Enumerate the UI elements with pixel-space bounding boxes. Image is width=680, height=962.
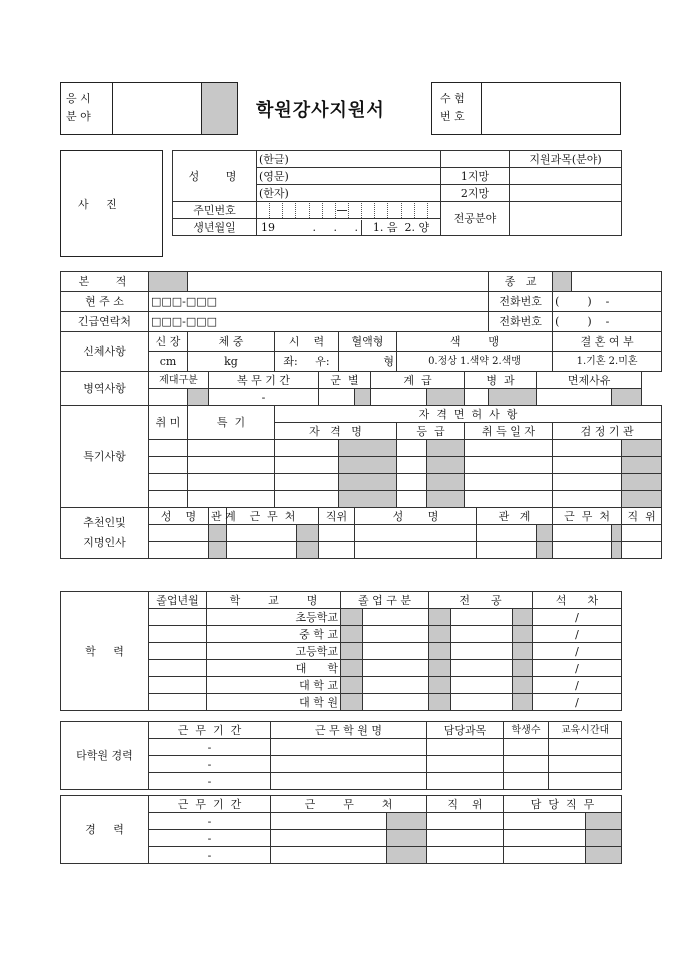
color-label: 색 맹 bbox=[397, 332, 553, 352]
career-workplace-input[interactable] bbox=[271, 813, 387, 830]
school-name: 초등학교 bbox=[207, 609, 341, 626]
special-label: 특기사항 bbox=[61, 406, 149, 508]
pref1-label: 1지망 bbox=[441, 168, 510, 185]
ref-relation2-gray bbox=[537, 525, 553, 542]
domicile-label: 본 적 bbox=[61, 272, 149, 292]
career-workplace-input[interactable] bbox=[271, 847, 387, 864]
skill-input[interactable] bbox=[188, 440, 275, 457]
career-duty-label: 담 당 직 무 bbox=[504, 796, 622, 813]
ref-position-label: 직위 bbox=[319, 508, 355, 525]
academy-students-input[interactable] bbox=[504, 773, 549, 790]
ref-workplace2-input[interactable] bbox=[553, 525, 612, 542]
mil-unit-gray bbox=[489, 389, 537, 406]
license-name-input[interactable] bbox=[275, 440, 339, 457]
academy-hours-input[interactable] bbox=[549, 739, 622, 756]
hobby-input[interactable] bbox=[149, 440, 188, 457]
phone2-input[interactable]: ( ) - bbox=[553, 312, 662, 332]
career-workplace-input[interactable] bbox=[271, 830, 387, 847]
grad-type-gray bbox=[429, 609, 451, 626]
skill-input[interactable] bbox=[188, 491, 275, 508]
authority-input[interactable] bbox=[553, 474, 622, 491]
career-duty-gray bbox=[586, 813, 622, 830]
mil-exempt-input[interactable] bbox=[537, 389, 612, 406]
vision-label: 시 력 bbox=[275, 332, 339, 352]
authority-gray bbox=[622, 440, 662, 457]
mil-type-gray bbox=[188, 389, 209, 406]
skill-input[interactable] bbox=[188, 457, 275, 474]
pref2-label: 2지망 bbox=[441, 185, 510, 202]
dob-year-prefix: 19 bbox=[261, 220, 275, 234]
height-label: 신 장 bbox=[149, 332, 188, 352]
mil-unit-label: 병 과 bbox=[465, 372, 537, 389]
authority-input[interactable] bbox=[553, 491, 622, 508]
school-gray bbox=[341, 643, 363, 660]
career-position-input[interactable] bbox=[427, 813, 504, 830]
school-gray bbox=[341, 609, 363, 626]
hobby-label: 취 미 bbox=[149, 406, 188, 440]
academy-period-input[interactable]: - bbox=[149, 773, 271, 790]
photo-label: 사 진 bbox=[78, 198, 117, 211]
license-gray bbox=[339, 491, 397, 508]
ref-workplace2-gray bbox=[612, 525, 622, 542]
ref-workplace-input[interactable] bbox=[227, 525, 297, 542]
career-position-input[interactable] bbox=[427, 847, 504, 864]
major-gray bbox=[513, 677, 533, 694]
grade-gray bbox=[427, 474, 465, 491]
grad-type-gray bbox=[429, 626, 451, 643]
dob-label: 생년월일 bbox=[173, 219, 257, 236]
religion-input[interactable] bbox=[572, 272, 662, 292]
pref1-input[interactable] bbox=[510, 168, 622, 185]
ref-relation2-input[interactable] bbox=[477, 542, 537, 559]
school-gray bbox=[341, 694, 363, 711]
school-name: 고등학교 bbox=[207, 643, 341, 660]
ref-position2-label: 직 위 bbox=[622, 508, 662, 525]
ref-workplace2-input[interactable] bbox=[553, 542, 612, 559]
career-workplace-gray bbox=[387, 847, 427, 864]
dob-calendar[interactable]: 1. 음 2. 양 bbox=[372, 220, 430, 234]
acquired-input[interactable] bbox=[465, 474, 553, 491]
license-name-input[interactable] bbox=[275, 457, 339, 474]
career-workplace-gray bbox=[387, 830, 427, 847]
name-label: 성 명 bbox=[173, 151, 257, 202]
rank-input[interactable]: / bbox=[533, 609, 622, 626]
grad-type-gray bbox=[429, 694, 451, 711]
grad-date-input[interactable] bbox=[149, 660, 207, 677]
school-gray bbox=[341, 626, 363, 643]
license-header: 자 격 면 허 사 항 bbox=[275, 406, 662, 423]
rank-input[interactable]: / bbox=[533, 660, 622, 677]
main-table bbox=[60, 271, 662, 559]
weight-label: 체 중 bbox=[188, 332, 275, 352]
license-gray bbox=[339, 440, 397, 457]
career-period-input[interactable]: - bbox=[149, 813, 271, 830]
ref-position2-input[interactable] bbox=[622, 542, 662, 559]
referee-row bbox=[61, 525, 662, 542]
rank-input[interactable]: / bbox=[533, 643, 622, 660]
name-kr-field[interactable]: (한글) bbox=[257, 151, 441, 168]
authority-label: 검 정 기 관 bbox=[553, 423, 662, 440]
mil-period-input[interactable]: - bbox=[209, 389, 319, 406]
ref-name-label: 성 명 bbox=[149, 508, 209, 525]
marriage-label: 결 혼 여 부 bbox=[553, 332, 662, 352]
education-table bbox=[60, 591, 622, 711]
major-input[interactable] bbox=[451, 694, 513, 711]
grad-type-input[interactable] bbox=[363, 660, 429, 677]
special-row bbox=[61, 491, 662, 508]
grade-label: 등 급 bbox=[397, 423, 465, 440]
vision-input[interactable]: 좌: 우: bbox=[275, 352, 339, 372]
ref-name2-input[interactable] bbox=[355, 525, 477, 542]
school-name: 대 학 교 bbox=[207, 677, 341, 694]
major-label: 전 공 bbox=[429, 592, 533, 609]
major-gray bbox=[513, 609, 533, 626]
education-label: 학 력 bbox=[61, 592, 149, 711]
authority-gray bbox=[622, 474, 662, 491]
grad-type-label: 졸 업 구 분 bbox=[341, 592, 429, 609]
school-name: 대 학 bbox=[207, 660, 341, 677]
authority-gray bbox=[622, 491, 662, 508]
mil-rank-gray bbox=[427, 389, 465, 406]
license-name-input[interactable] bbox=[275, 491, 339, 508]
phone-input[interactable]: ( ) - bbox=[553, 292, 662, 312]
ref-name2-label: 성 명 bbox=[355, 508, 477, 525]
acquired-label: 취 득 일 자 bbox=[465, 423, 553, 440]
career-table bbox=[60, 795, 622, 864]
referee-label: 추천인및 지명인사 bbox=[61, 508, 149, 559]
resident-no-field[interactable] bbox=[257, 202, 441, 219]
mil-exempt-gray bbox=[612, 389, 642, 406]
apply-field-gray bbox=[201, 82, 238, 135]
academy-subject-input[interactable] bbox=[427, 756, 504, 773]
school-name: 대 학 원 bbox=[207, 694, 341, 711]
grade-input[interactable] bbox=[397, 440, 427, 457]
ref-workplace2-label: 근 무 처 bbox=[553, 508, 622, 525]
academy-subject-label: 담당과목 bbox=[427, 722, 504, 739]
grad-type-input[interactable] bbox=[363, 677, 429, 694]
color-input[interactable]: 0.정상 1.색약 2.색맹 bbox=[397, 352, 553, 372]
rank-input[interactable]: / bbox=[533, 694, 622, 711]
address-input[interactable]: □□□-□□□ bbox=[149, 292, 489, 312]
grade-input[interactable] bbox=[397, 474, 427, 491]
grad-date-input[interactable] bbox=[149, 643, 207, 660]
major-input[interactable] bbox=[451, 677, 513, 694]
ref-position2-input[interactable] bbox=[622, 525, 662, 542]
major-input[interactable] bbox=[451, 660, 513, 677]
career-duty-input[interactable] bbox=[504, 847, 586, 864]
exam-no-label: 수 험 번 호 bbox=[440, 92, 465, 123]
referee-row bbox=[61, 542, 662, 559]
academy-hours-input[interactable] bbox=[549, 773, 622, 790]
school-label: 학 교 명 bbox=[207, 592, 341, 609]
major-field-input[interactable] bbox=[510, 202, 622, 236]
special-row bbox=[61, 440, 662, 457]
career-workplace-label: 근 무 처 bbox=[271, 796, 427, 813]
special-row bbox=[61, 474, 662, 491]
hobby-input[interactable] bbox=[149, 457, 188, 474]
name-hanja-field[interactable]: (한자) bbox=[257, 185, 441, 202]
career-period-input[interactable]: - bbox=[149, 847, 271, 864]
mil-type-input[interactable] bbox=[149, 389, 188, 406]
name-en-field[interactable]: (영문) bbox=[257, 168, 441, 185]
ref-workplace-input[interactable] bbox=[227, 542, 297, 559]
weight-input[interactable]: kg bbox=[188, 352, 275, 372]
career-workplace-gray bbox=[387, 813, 427, 830]
academy-students-label: 학생수 bbox=[504, 722, 549, 739]
rank-input[interactable]: / bbox=[533, 677, 622, 694]
religion-gray bbox=[553, 272, 572, 292]
authority-gray bbox=[622, 457, 662, 474]
academy-name-input[interactable] bbox=[271, 773, 427, 790]
domicile-input[interactable] bbox=[188, 272, 489, 292]
grad-date-label: 졸업년월 bbox=[149, 592, 207, 609]
grad-type-gray bbox=[429, 660, 451, 677]
academy-name-input[interactable] bbox=[271, 739, 427, 756]
academy-table bbox=[60, 721, 622, 790]
major-input[interactable] bbox=[451, 609, 513, 626]
academy-period-label: 근 무 기 간 bbox=[149, 722, 271, 739]
marriage-input[interactable]: 1.기혼 2.미혼 bbox=[553, 352, 662, 372]
career-position-label: 직 위 bbox=[427, 796, 504, 813]
grade-gray bbox=[427, 491, 465, 508]
mil-branch-gray bbox=[355, 389, 371, 406]
acquired-input[interactable] bbox=[465, 491, 553, 508]
academy-subject-input[interactable] bbox=[427, 773, 504, 790]
grad-date-input[interactable] bbox=[149, 609, 207, 626]
field-header: 지원과목(분야) bbox=[510, 151, 622, 168]
mil-exempt-label: 면제사유 bbox=[537, 372, 642, 389]
address-label: 현 주 소 bbox=[61, 292, 149, 312]
religion-label: 종 교 bbox=[489, 272, 553, 292]
academy-students-input[interactable] bbox=[504, 739, 549, 756]
acquired-input[interactable] bbox=[465, 457, 553, 474]
major-gray bbox=[513, 660, 533, 677]
mil-branch-label: 군 별 bbox=[319, 372, 371, 389]
phone-label: 전화번호 bbox=[489, 292, 553, 312]
ref-position-input[interactable] bbox=[319, 525, 355, 542]
academy-hours-input[interactable] bbox=[549, 756, 622, 773]
grad-date-input[interactable] bbox=[149, 694, 207, 711]
ref-relation-gray bbox=[209, 542, 227, 559]
mil-unit-input[interactable] bbox=[465, 389, 489, 406]
acquired-input[interactable] bbox=[465, 440, 553, 457]
rank-label: 석 차 bbox=[533, 592, 622, 609]
grad-type-input[interactable] bbox=[363, 626, 429, 643]
authority-input[interactable] bbox=[553, 457, 622, 474]
major-input[interactable] bbox=[451, 626, 513, 643]
dob-dots: . . . bbox=[312, 220, 358, 234]
ref-workplace2-gray bbox=[612, 542, 622, 559]
pref2-input[interactable] bbox=[510, 185, 622, 202]
academy-label: 타학원 경력 bbox=[61, 722, 149, 790]
ref-relation-label: 관 계 bbox=[209, 508, 227, 525]
major-input[interactable] bbox=[451, 643, 513, 660]
emergency-input[interactable]: □□□-□□□ bbox=[149, 312, 489, 332]
career-duty-gray bbox=[586, 830, 622, 847]
career-period-input[interactable]: - bbox=[149, 830, 271, 847]
grade-input[interactable] bbox=[397, 491, 427, 508]
mil-rank-label: 계 급 bbox=[371, 372, 465, 389]
ref-workplace-gray bbox=[297, 542, 319, 559]
academy-hours-label: 교육시간대 bbox=[549, 722, 622, 739]
ref-name-input[interactable] bbox=[149, 542, 209, 559]
career-duty-input[interactable] bbox=[504, 813, 586, 830]
hobby-input[interactable] bbox=[149, 474, 188, 491]
dob-field[interactable] bbox=[257, 219, 441, 236]
grade-gray bbox=[427, 457, 465, 474]
page-title: 학원강사지원서 bbox=[256, 100, 385, 121]
mil-rank-input[interactable] bbox=[371, 389, 427, 406]
ref-workplace-gray bbox=[297, 525, 319, 542]
grad-type-input[interactable] bbox=[363, 643, 429, 660]
academy-name-input[interactable] bbox=[271, 756, 427, 773]
grade-gray bbox=[427, 440, 465, 457]
school-name: 중 학 교 bbox=[207, 626, 341, 643]
career-period-label: 근 무 기 간 bbox=[149, 796, 271, 813]
phone2-label: 전화번호 bbox=[489, 312, 553, 332]
mil-type-label: 제대구분 bbox=[149, 372, 209, 389]
grad-type-gray bbox=[429, 677, 451, 694]
academy-period-input[interactable]: - bbox=[149, 756, 271, 773]
career-duty-input[interactable] bbox=[504, 830, 586, 847]
ref-name2-input[interactable] bbox=[355, 542, 477, 559]
ref-relation-gray bbox=[209, 525, 227, 542]
major-field-label: 전공분야 bbox=[441, 202, 510, 236]
blood-label: 혈액형 bbox=[339, 332, 397, 352]
body-label: 신체사항 bbox=[61, 332, 149, 372]
grad-type-input[interactable] bbox=[363, 609, 429, 626]
height-input[interactable]: cm bbox=[149, 352, 188, 372]
major-gray bbox=[513, 694, 533, 711]
military-label: 병역사항 bbox=[61, 372, 149, 406]
blank-cell bbox=[441, 151, 510, 168]
blood-input[interactable]: 형 bbox=[339, 352, 397, 372]
major-gray bbox=[513, 643, 533, 660]
ref-relation2-input[interactable] bbox=[477, 525, 537, 542]
grad-type-gray bbox=[429, 643, 451, 660]
career-label: 경 력 bbox=[61, 796, 149, 864]
mil-period-label: 복 무 기 간 bbox=[209, 372, 319, 389]
skill-input[interactable] bbox=[188, 474, 275, 491]
career-position-input[interactable] bbox=[427, 830, 504, 847]
grad-type-input[interactable] bbox=[363, 694, 429, 711]
academy-period-input[interactable]: - bbox=[149, 739, 271, 756]
school-gray bbox=[341, 660, 363, 677]
license-name-label: 자 격 명 bbox=[275, 423, 397, 440]
ref-workplace-label: 근 무 처 bbox=[227, 508, 319, 525]
emergency-label: 긴급연락처 bbox=[61, 312, 149, 332]
academy-subject-input[interactable] bbox=[427, 739, 504, 756]
academy-students-input[interactable] bbox=[504, 756, 549, 773]
career-duty-gray bbox=[586, 847, 622, 864]
mil-branch-input[interactable] bbox=[319, 389, 355, 406]
apply-field-label: 응 시 분 야 bbox=[66, 92, 91, 123]
grad-date-input[interactable] bbox=[149, 626, 207, 643]
skill-label: 특 기 bbox=[188, 406, 275, 440]
apply-field-input[interactable] bbox=[113, 83, 201, 134]
personal-table bbox=[172, 150, 622, 236]
authority-input[interactable] bbox=[553, 440, 622, 457]
domicile-gray bbox=[149, 272, 188, 292]
rank-input[interactable]: / bbox=[533, 626, 622, 643]
grad-date-input[interactable] bbox=[149, 677, 207, 694]
ref-position-input[interactable] bbox=[319, 542, 355, 559]
major-gray bbox=[513, 626, 533, 643]
ref-relation2-gray bbox=[537, 542, 553, 559]
ref-relation2-label: 관 계 bbox=[477, 508, 553, 525]
exam-no-input[interactable] bbox=[482, 83, 620, 134]
school-gray bbox=[341, 677, 363, 694]
hobby-input[interactable] bbox=[149, 491, 188, 508]
resident-no-label: 주민번호 bbox=[173, 202, 257, 219]
ref-name-input[interactable] bbox=[149, 525, 209, 542]
license-name-input[interactable] bbox=[275, 474, 339, 491]
license-gray bbox=[339, 474, 397, 491]
special-row bbox=[61, 457, 662, 474]
license-gray bbox=[339, 457, 397, 474]
academy-name-label: 근 무 학 원 명 bbox=[271, 722, 427, 739]
grade-input[interactable] bbox=[397, 457, 427, 474]
